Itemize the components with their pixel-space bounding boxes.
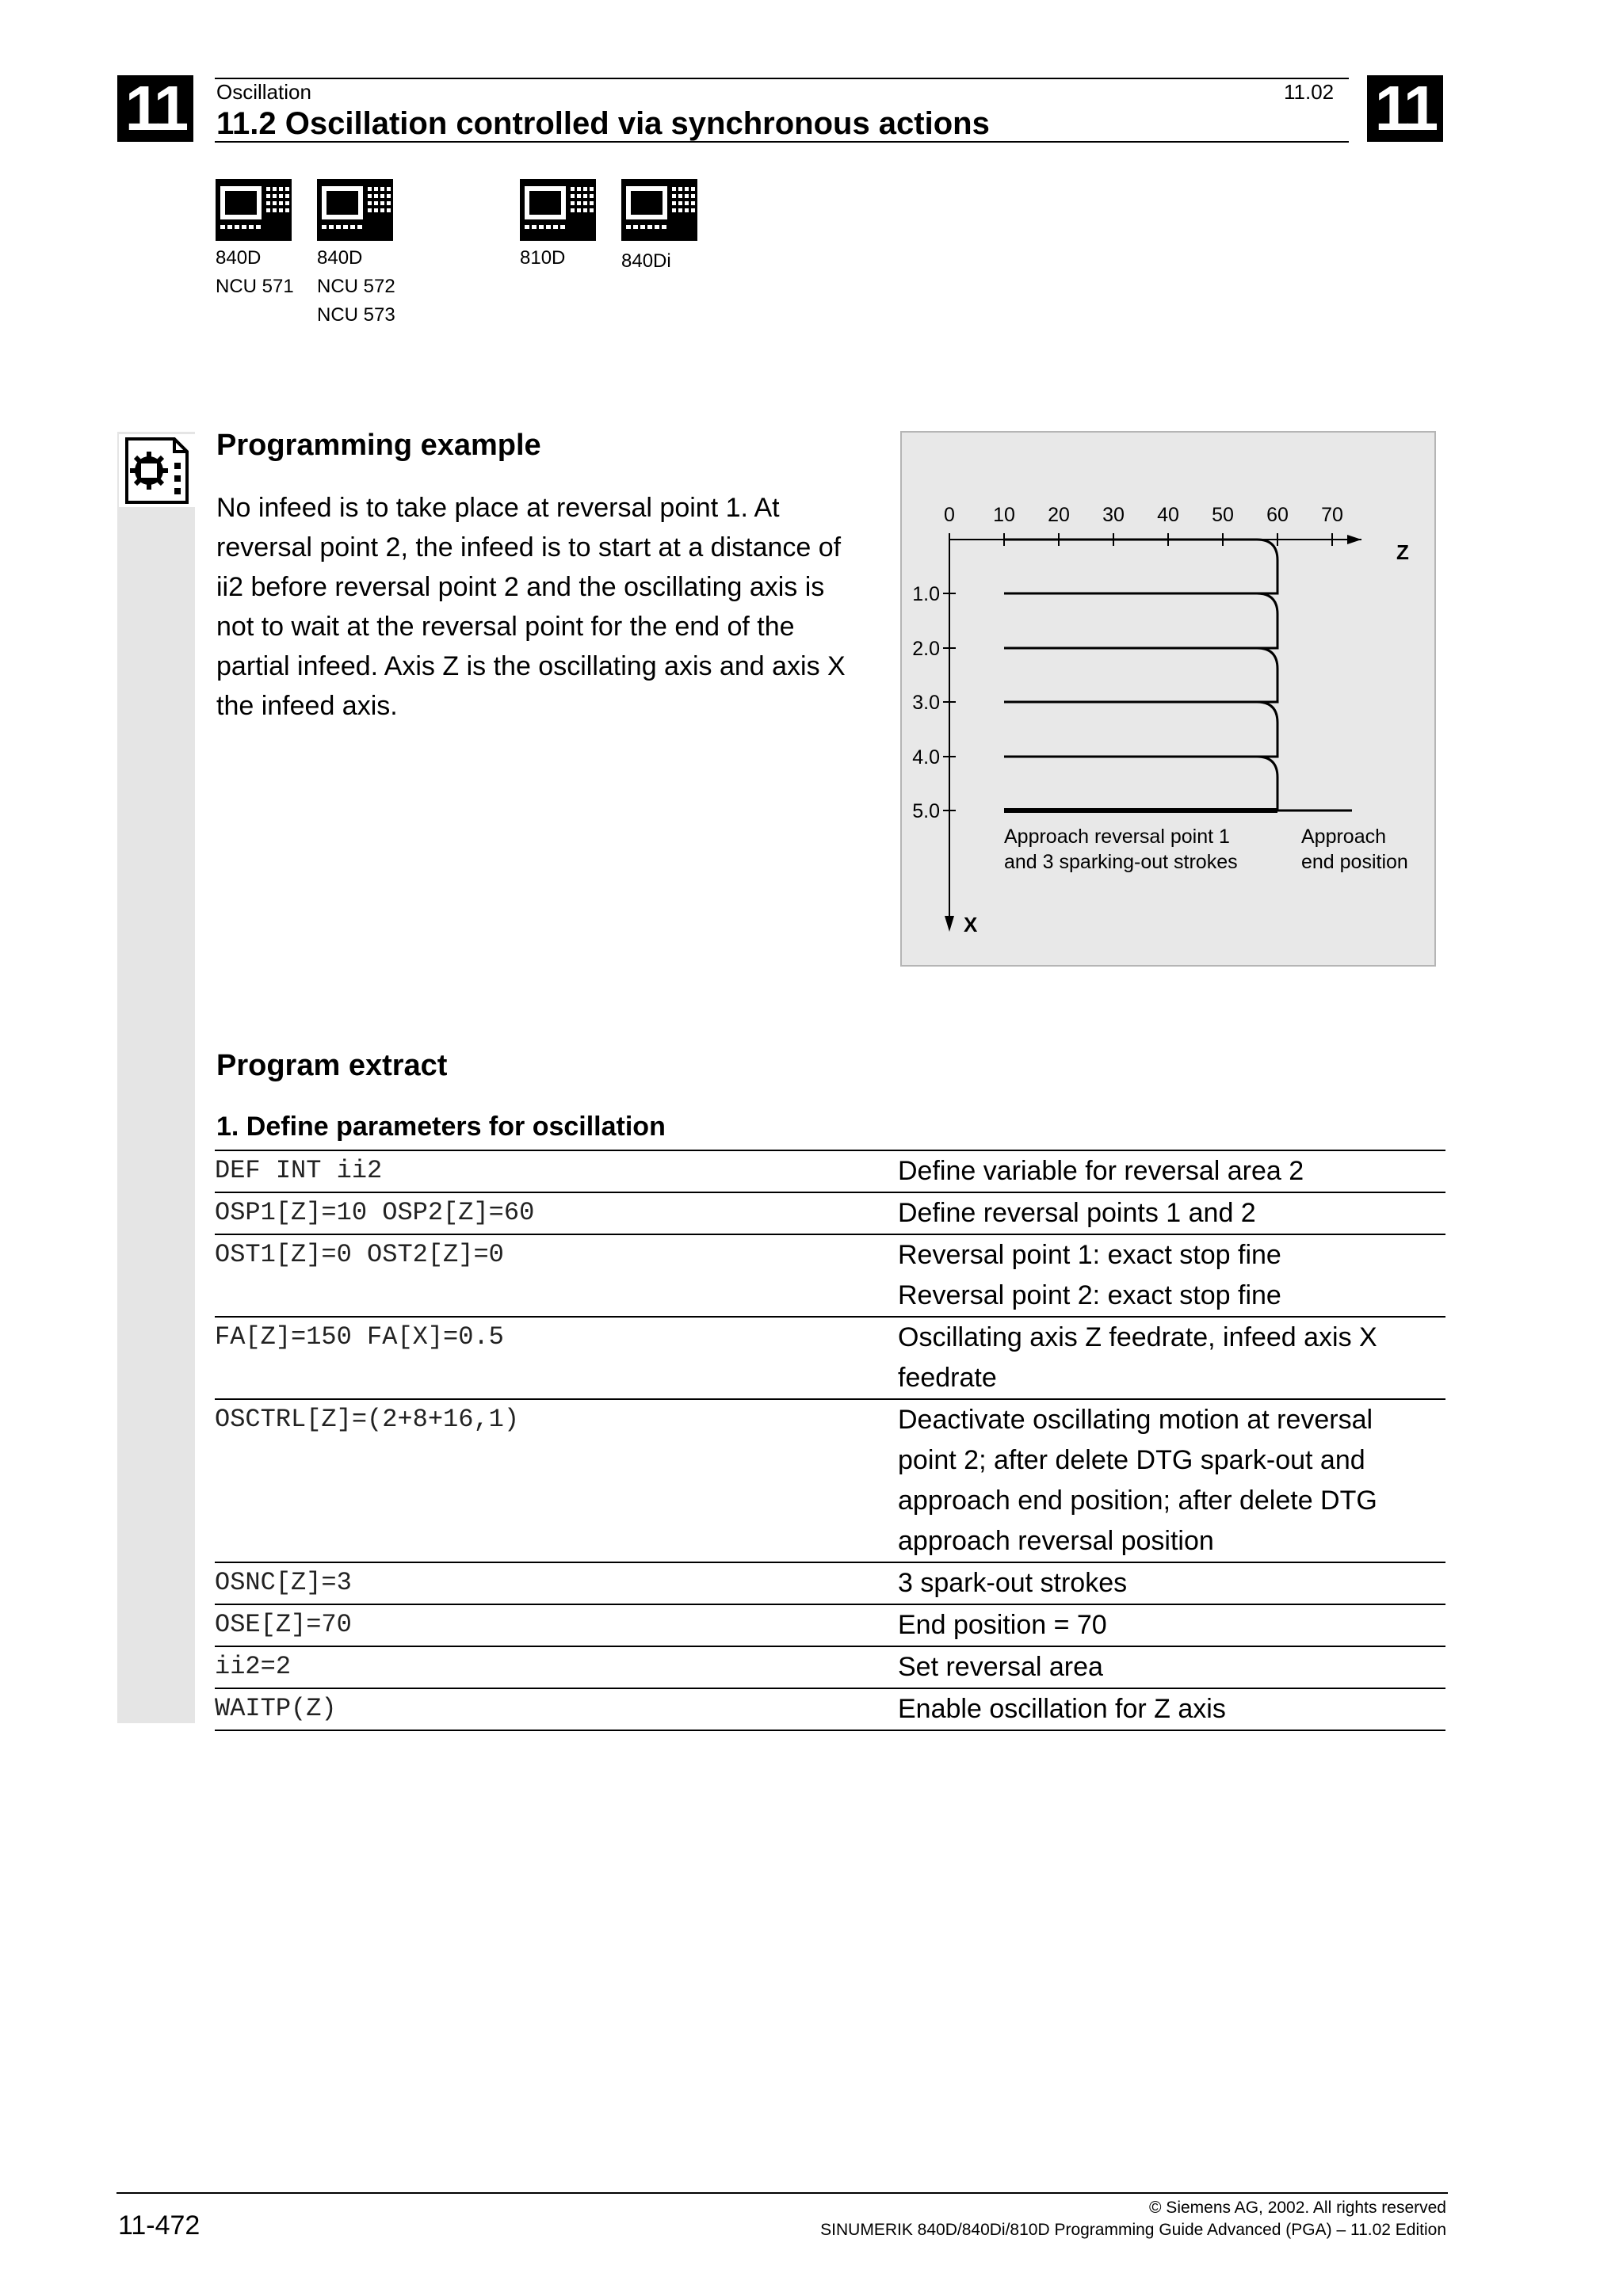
- code-cell: WAITP(Z): [215, 1694, 337, 1723]
- description-cell: Deactivate oscillating motion at reversal point 2; after delete DTG spark-out and approach end position; after delete DTG approach reversal position: [898, 1405, 1377, 1556]
- z-tick-label: 10: [993, 504, 1015, 526]
- control-panel-icon: [216, 179, 292, 241]
- copyright: © Siemens AG, 2002. All rights reserved: [1149, 2199, 1446, 2217]
- code-cell: OSE[Z]=70: [215, 1610, 352, 1639]
- table-row: [215, 1605, 1445, 1647]
- x-axis-label: X: [964, 913, 978, 936]
- control-label: 840Di: [621, 250, 671, 272]
- description-cell: Define variable for reversal area 2: [898, 1156, 1304, 1186]
- programming-example-icon: [119, 434, 195, 507]
- note-end-position: end position: [1301, 851, 1408, 873]
- z-tick-label: 70: [1321, 504, 1343, 526]
- program-table: [215, 1150, 1445, 1731]
- z-tick-label: 40: [1157, 504, 1179, 526]
- code-cell: DEF INT ii2: [215, 1156, 383, 1185]
- header-bottom-rule: [215, 141, 1349, 143]
- chapter-tab-left: 11: [117, 75, 193, 142]
- program-heading: Program extract: [216, 1049, 448, 1082]
- control-label: 840D NCU 572 NCU 573: [317, 247, 395, 326]
- description-cell: Define reversal points 1 and 2: [898, 1198, 1256, 1228]
- description-cell: End position = 70: [898, 1610, 1107, 1640]
- z-axis-arrow: [1347, 535, 1361, 544]
- z-axis-label: Z: [1396, 540, 1409, 564]
- x-tick-label: 5.0: [912, 800, 940, 822]
- table-row: [215, 1563, 1445, 1605]
- document-title: SINUMERIK 840D/840Di/810D Programming Guide Advanced (PGA) – 11.02 Edition: [820, 2221, 1446, 2239]
- table-row: [215, 1151, 1445, 1193]
- table-row: [215, 1400, 1445, 1563]
- note-approach-reversal: and 3 sparking-out strokes: [1004, 851, 1238, 873]
- z-tick-label: 0: [944, 504, 955, 526]
- control-panel-icon: [520, 179, 596, 241]
- table-row: [215, 1235, 1445, 1318]
- edition-label: 11.02: [1284, 80, 1335, 104]
- code-cell: OST1[Z]=0 OST2[Z]=0: [215, 1240, 504, 1269]
- x-tick-label: 3.0: [912, 692, 940, 714]
- table-row: [215, 1689, 1445, 1731]
- x-tick-label: 1.0: [912, 583, 940, 605]
- note-end-position: Approach: [1301, 826, 1387, 848]
- example-text: No infeed is to take place at reversal point 1. At reversal point 2, the infeed is to start at a distance of ii2 before reversal point 2 and the oscillating axis is not to wait at the reversal point for the end of the partial infeed. Axis Z is the oscillating axis and axis X the infeed axis.: [216, 493, 846, 721]
- control-panel-icon: [621, 179, 697, 241]
- table-row: [215, 1318, 1445, 1400]
- description-cell: Set reversal area: [898, 1652, 1103, 1682]
- description-cell: Reversal point 1: exact stop fine Reversal point 2: exact stop fine: [898, 1240, 1281, 1310]
- control-label: 840D NCU 571: [216, 247, 294, 297]
- footer-rule: [116, 2192, 1448, 2194]
- code-cell: OSCTRL[Z]=(2+8+16,1): [215, 1405, 520, 1434]
- margin-bar: [117, 432, 195, 1723]
- z-tick-label: 20: [1048, 504, 1070, 526]
- table-row: [215, 1193, 1445, 1235]
- x-tick-label: 2.0: [912, 638, 940, 660]
- code-cell: FA[Z]=150 FA[X]=0.5: [215, 1322, 504, 1352]
- control-label: 810D: [520, 247, 566, 269]
- oscillation-diagram: [900, 431, 1436, 967]
- program-subheading: 1. Define parameters for oscillation: [216, 1112, 666, 1142]
- oscillation-path: [1004, 540, 1277, 810]
- z-tick-label: 30: [1102, 504, 1125, 526]
- z-tick-label: 60: [1266, 504, 1289, 526]
- control-panel-icon: [317, 179, 393, 241]
- section-label: Oscillation: [216, 80, 311, 104]
- x-axis-arrow: [945, 916, 954, 932]
- code-cell: OSNC[Z]=3: [215, 1568, 352, 1597]
- note-approach-reversal: Approach reversal point 1: [1004, 826, 1230, 848]
- code-cell: ii2=2: [215, 1652, 292, 1681]
- z-tick-label: 50: [1212, 504, 1234, 526]
- code-cell: OSP1[Z]=10 OSP2[Z]=60: [215, 1198, 535, 1227]
- x-tick-label: 4.0: [912, 746, 940, 769]
- header-top-rule: [215, 78, 1349, 79]
- description-cell: Enable oscillation for Z axis: [898, 1694, 1226, 1724]
- table-row: [215, 1647, 1445, 1689]
- page-title: 11.2 Oscillation controlled via synchronous actions: [216, 106, 990, 141]
- page-number: 11-472: [118, 2210, 200, 2241]
- description-cell: 3 spark-out strokes: [898, 1568, 1128, 1598]
- example-heading: Programming example: [216, 429, 541, 462]
- chapter-tab-right: 11: [1367, 75, 1443, 142]
- description-cell: Oscillating axis Z feedrate, infeed axis X feedrate: [898, 1322, 1377, 1393]
